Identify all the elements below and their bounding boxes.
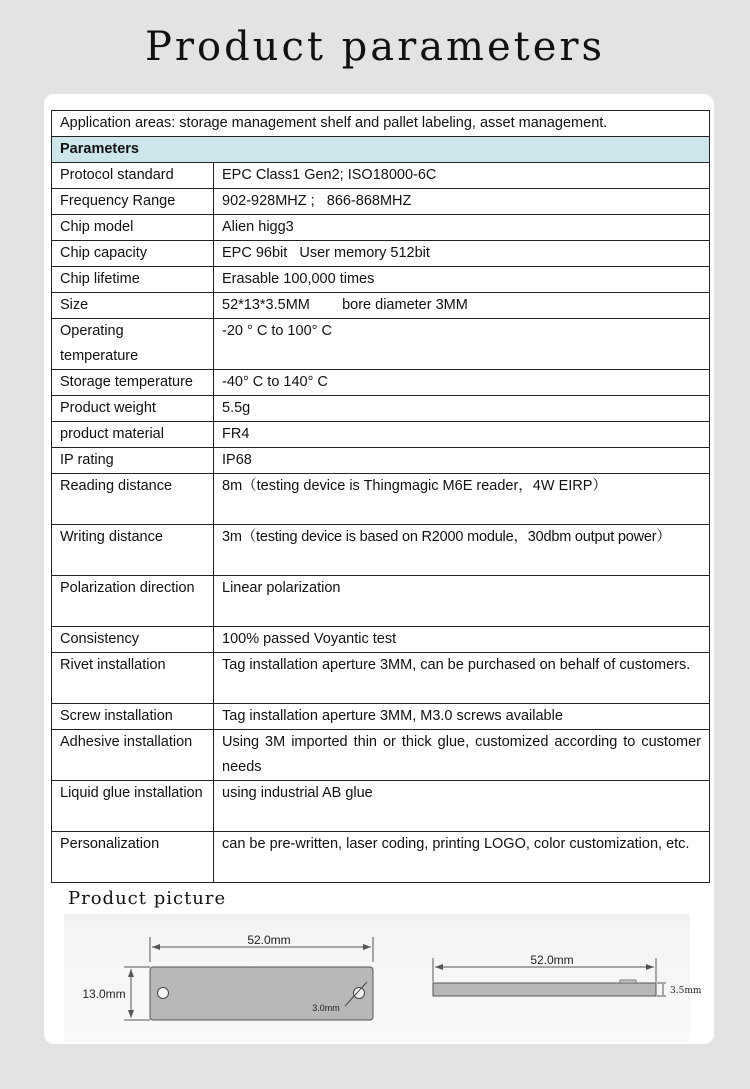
param-label: Chip lifetime (52, 267, 214, 293)
param-value: Linear polarization (214, 576, 710, 627)
param-value: 8m（testing device is Thingmagic M6E reader，4W EIRP） (214, 474, 710, 525)
param-value: 100% passed Voyantic test (214, 627, 710, 653)
param-label: Frequency Range (52, 189, 214, 215)
page-title: Product parameters (144, 24, 606, 70)
param-label: IP rating (52, 448, 214, 474)
width-dimension-label: 13.0mm (82, 987, 126, 1001)
param-value: 52*13*3.5MM bore diameter 3MM (214, 293, 710, 319)
param-label: Storage temperature (52, 370, 214, 396)
param-label: Personalization (52, 832, 214, 883)
param-value: 3m（testing device is based on R2000 module，30dbm output power） (214, 525, 710, 576)
param-value: can be pre-written, laser coding, printing LOGO, color customization, etc. (214, 832, 710, 883)
param-value: Alien higg3 (214, 215, 710, 241)
param-label: Writing distance (52, 525, 214, 576)
tag-top-view (82, 933, 373, 1020)
param-value: Using 3M imported thin or thick glue, customized according to customer needs (214, 730, 710, 781)
param-label: Reading distance (52, 474, 214, 525)
param-label: Chip model (52, 215, 214, 241)
hole-dimension-label: 3.0mm (312, 1003, 340, 1013)
param-label: Adhesive installation (52, 730, 214, 781)
product-picture-title: Product picture (68, 888, 227, 909)
param-value: 5.5g (214, 396, 710, 422)
param-label: Operating temperature (52, 319, 214, 370)
param-value: EPC 96bit User memory 512bit (214, 241, 710, 267)
param-label: product material (52, 422, 214, 448)
param-label: Liquid glue installation (52, 781, 214, 832)
mounting-hole-left (158, 988, 169, 999)
param-value: EPC Class1 Gen2; ISO18000-6C (214, 163, 710, 189)
param-value: -20 ° C to 100° C (214, 319, 710, 370)
param-label: Consistency (52, 627, 214, 653)
param-label: Protocol standard (52, 163, 214, 189)
param-value: 902-928MHZ ; 866-868MHZ (214, 189, 710, 215)
mounting-hole-right (354, 988, 365, 999)
param-value: IP68 (214, 448, 710, 474)
thickness-dimension-label: 3.5mm (670, 986, 702, 996)
side-length-dimension-label: 52.0mm (530, 953, 574, 967)
length-dimension-label: 52.0mm (247, 933, 291, 947)
param-value: Tag installation aperture 3MM, M3.0 screws available (214, 704, 710, 730)
param-value: Tag installation aperture 3MM, can be purchased on behalf of customers. (214, 653, 710, 704)
param-label: Product weight (52, 396, 214, 422)
tag-side-view (433, 953, 702, 996)
tag-side-body (433, 983, 656, 996)
param-value: FR4 (214, 422, 710, 448)
param-label: Rivet installation (52, 653, 214, 704)
application-areas: Application areas: storage management shelf and pallet labeling, asset management. (52, 111, 710, 137)
parameters-header: Parameters (52, 137, 710, 163)
param-label: Screw installation (52, 704, 214, 730)
param-value: Erasable 100,000 times (214, 267, 710, 293)
param-label: Size (52, 293, 214, 319)
param-label: Chip capacity (52, 241, 214, 267)
param-label: Polarization direction (52, 576, 214, 627)
param-value: -40° C to 140° C (214, 370, 710, 396)
param-value: using industrial AB glue (214, 781, 710, 832)
